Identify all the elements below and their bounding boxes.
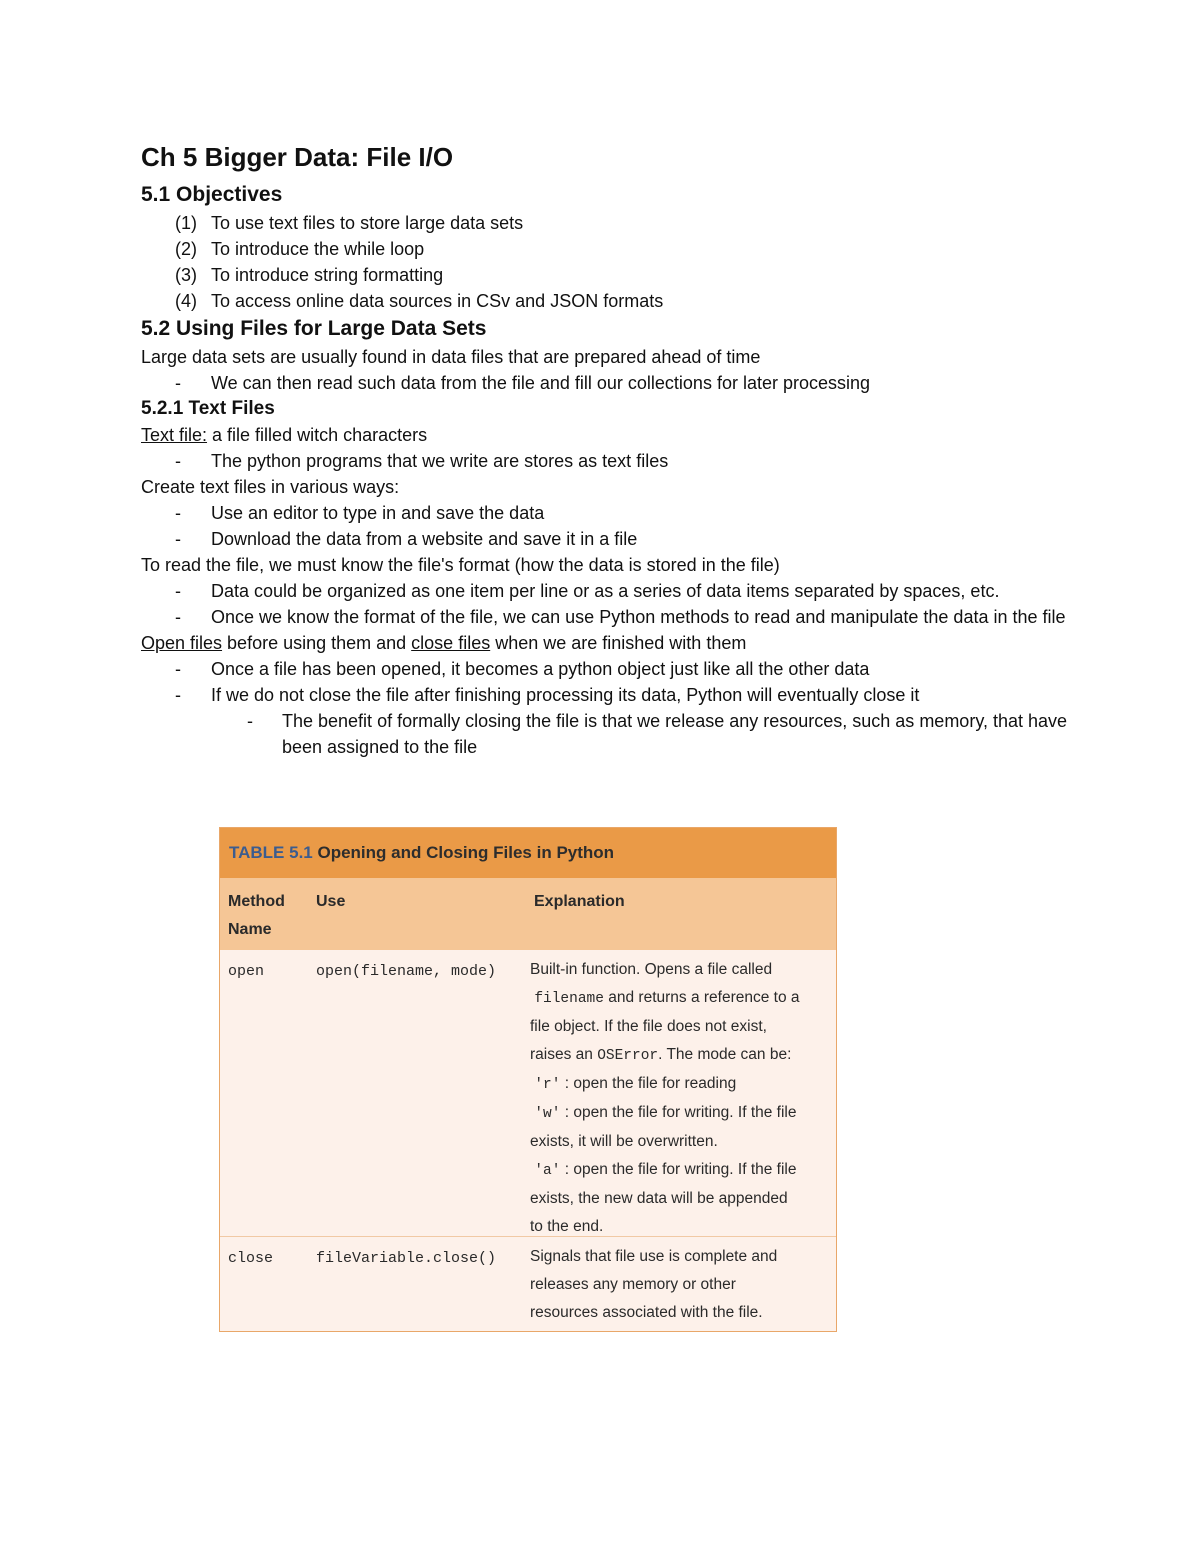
page-title: Ch 5 Bigger Data: File I/O	[141, 142, 454, 172]
explanation-line: to the end.	[530, 1218, 604, 1235]
table-title-text: Opening and Closing Files in Python	[312, 843, 615, 862]
line-text: and returns a reference to a	[603, 989, 800, 1006]
close-files-term: close files	[411, 633, 491, 653]
table-row	[220, 950, 836, 1237]
line-text: raises an	[530, 1046, 598, 1063]
list-item: - The python programs that we write are stores as text files	[141, 448, 1071, 474]
list-item: - The benefit of formally closing the file is that we release any resources, such as memory, that have been assigned to the file	[141, 708, 1071, 760]
paragraph: Create text files in various ways:	[141, 477, 400, 497]
list-number: (3)	[175, 265, 197, 285]
document-page	[141, 140, 1071, 760]
list-text: To introduce string formatting	[211, 265, 444, 285]
explanation-line: exists, the new data will be appended	[530, 1190, 788, 1207]
line-text: : open the file for writing. If the file	[564, 1104, 797, 1121]
sub-bullet-list	[141, 708, 1071, 760]
definition-term: Text file:	[141, 425, 208, 445]
bullet-list	[141, 370, 1071, 396]
code-text: 'w'	[534, 1106, 561, 1122]
explanation-line: resources associated with the file.	[530, 1304, 763, 1321]
section-5-1-heading: 5.1 Objectives	[141, 183, 283, 206]
code-text: 'r'	[534, 1077, 561, 1093]
definition-paragraph	[141, 422, 1071, 448]
explanation-cell	[530, 956, 832, 1241]
paragraph	[141, 630, 1071, 656]
open-files-term: Open files	[141, 633, 223, 653]
header-text: Method	[228, 893, 285, 910]
list-number: (2)	[175, 239, 197, 259]
list-item: - Data could be organized as one item per line or as a series of data items separated by spaces, etc.	[141, 578, 1071, 604]
list-number: (1)	[175, 213, 197, 233]
list-item: - Once a file has been opened, it becomes a python object just like all the other data	[141, 656, 1071, 682]
list-item: - If we do not close the file after finishing processing its data, Python will eventually close it	[141, 682, 1071, 708]
list-item: - We can then read such data from the file and fill our collections for later processing	[141, 370, 1071, 396]
list-item	[141, 262, 1071, 288]
objectives-list	[141, 210, 1071, 314]
explanation-line	[530, 1099, 832, 1128]
line-text: : open the file for reading	[564, 1075, 737, 1092]
list-item	[141, 210, 1071, 236]
table-row	[220, 1237, 836, 1331]
paragraph: To read the file, we must know the file's format (how the data is stored in the file)	[141, 555, 780, 575]
explanation-line	[530, 1070, 832, 1099]
explanation-line: exists, it will be overwritten.	[530, 1133, 718, 1150]
paragraph-text: when we are finished with them	[490, 633, 747, 653]
list-item: - Download the data from a website and save it in a file	[141, 526, 1071, 552]
code-text: filename	[534, 991, 604, 1007]
explanation-line	[530, 984, 832, 1013]
method-cell: open	[228, 963, 265, 980]
header-explanation: Explanation	[534, 893, 625, 910]
bullet-list	[141, 448, 1071, 474]
code-text: OSError	[597, 1048, 659, 1064]
list-text: To use text files to store large data sets	[211, 213, 524, 233]
paragraph-text: before using them and	[222, 633, 412, 653]
line-text: . The mode can be:	[658, 1046, 792, 1063]
list-item: - Use an editor to type in and save the data	[141, 500, 1071, 526]
explanation-line	[530, 1041, 832, 1070]
paragraph: Large data sets are usually found in data files that are prepared ahead of time	[141, 347, 761, 367]
definition-text: a file filled witch characters	[207, 425, 428, 445]
list-number: (4)	[175, 291, 197, 311]
explanation-line: file object. If the file does not exist,	[530, 1018, 767, 1035]
list-text: To access online data sources in CSv and JSON formats	[211, 291, 664, 311]
bullet-list	[141, 656, 1071, 708]
header-text: Name	[228, 921, 272, 938]
header-use: Use	[316, 893, 346, 910]
explanation-cell	[530, 1243, 832, 1327]
use-cell: fileVariable.close()	[316, 1250, 497, 1267]
table-header-row	[220, 878, 836, 950]
bullet-list	[141, 500, 1071, 552]
code-text: 'a'	[534, 1163, 561, 1179]
explanation-line: releases any memory or other	[530, 1276, 736, 1293]
list-item	[141, 288, 1071, 314]
header-method-name	[228, 888, 308, 944]
line-text: : open the file for writing. If the file	[564, 1161, 797, 1178]
explanation-line	[530, 1156, 832, 1185]
bullet-list	[141, 578, 1071, 630]
table-label: TABLE 5.1	[229, 843, 313, 862]
list-item: - Once we know the format of the file, we can use Python methods to read and manipulate the data in the file	[141, 604, 1071, 630]
explanation-line: Built-in function. Opens a file called	[530, 961, 773, 978]
explanation-line: Signals that file use is complete and	[530, 1248, 778, 1265]
use-cell: open(filename, mode)	[316, 963, 497, 980]
method-cell: close	[228, 1250, 274, 1267]
table-title	[220, 828, 836, 878]
list-text: To introduce the while loop	[211, 239, 425, 259]
section-5-2-1-heading: 5.2.1 Text Files	[141, 398, 275, 419]
section-5-2-heading: 5.2 Using Files for Large Data Sets	[141, 317, 487, 340]
table-5-1-figure	[219, 827, 837, 1332]
list-item	[141, 236, 1071, 262]
